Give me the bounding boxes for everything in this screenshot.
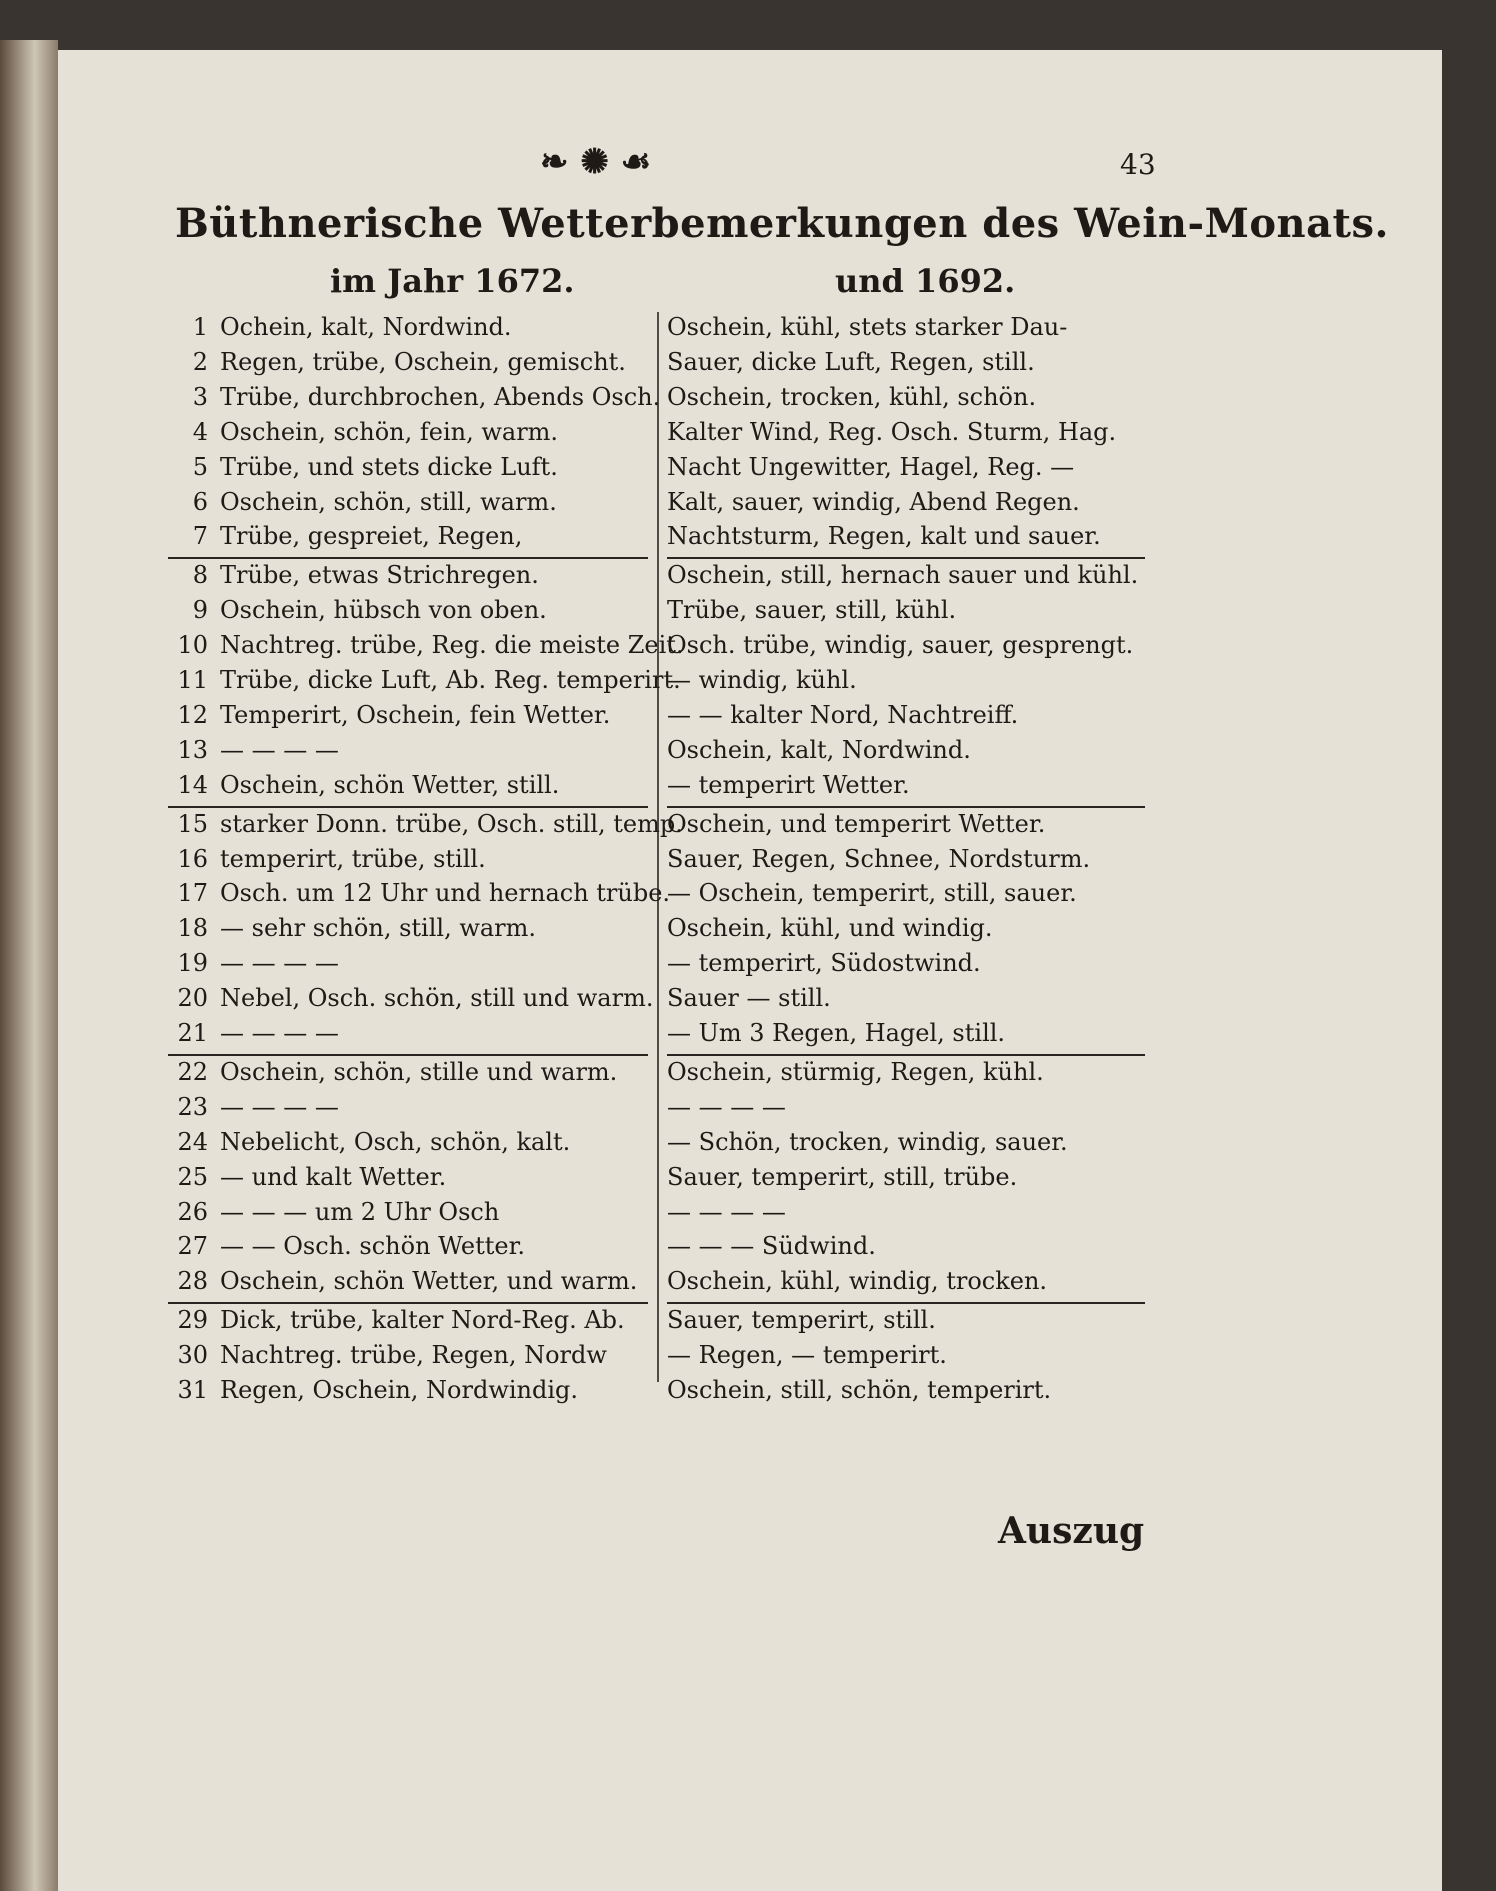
- entry-1692: Sauer, Regen, Schnee, Nordsturm.: [667, 844, 1091, 873]
- day-number: 11: [177, 666, 208, 694]
- entry-1692: Kalter Wind, Reg. Osch. Sturm, Hag.: [667, 417, 1117, 446]
- entry-1672: temperirt, trübe, still.: [220, 844, 486, 873]
- day-number: 31: [177, 1376, 208, 1404]
- entry-1692: Oschein, kühl, windig, trocken.: [667, 1267, 1048, 1296]
- entry-1672: Temperirt, Oschein, fein Wetter.: [220, 700, 611, 729]
- day-number: 1: [192, 313, 208, 341]
- day-number: 21: [177, 1019, 208, 1047]
- table-row: [0, 807, 1496, 841]
- entry-1672: Trübe, durchbrochen, Abends Osch.: [220, 382, 661, 411]
- catchword: Auszug: [998, 1510, 1145, 1552]
- entry-1692: — — — Südwind.: [667, 1232, 876, 1261]
- day-number: 17: [177, 879, 208, 908]
- table-row: [0, 733, 1496, 767]
- entry-1692: Oschein, kühl, und windig.: [667, 914, 993, 943]
- day-number: 26: [177, 1197, 208, 1226]
- table-row: [0, 558, 1496, 592]
- page-title: Büthnerische Wetterbemerkungen des Wein-Monats.: [175, 200, 1389, 247]
- entry-1692: Nacht Ungewitter, Hagel, Reg. —: [667, 452, 1075, 481]
- entry-1692: Sauer — still.: [667, 984, 831, 1013]
- entry-1672: — — — —: [220, 949, 339, 978]
- day-number: 13: [177, 735, 208, 764]
- entry-1672: Trübe, und stets dicke Luft.: [220, 452, 558, 481]
- entry-1672: Oschein, schön Wetter, und warm.: [220, 1267, 638, 1296]
- entry-1672: Regen, Oschein, Nordwindig.: [220, 1376, 579, 1404]
- day-number: 14: [177, 770, 208, 799]
- day-number: 28: [177, 1267, 208, 1296]
- entry-1692: Sauer, temperirt, still.: [667, 1306, 936, 1335]
- entry-1672: — sehr schön, still, warm.: [220, 914, 537, 943]
- table-row: [0, 1264, 1496, 1298]
- entry-1692: — Um 3 Regen, Hagel, still.: [667, 1019, 1006, 1047]
- entry-1672: Nebel, Osch. schön, still und warm.: [220, 984, 654, 1013]
- table-row: [0, 345, 1496, 379]
- entry-1672: Oschein, hübsch von oben.: [220, 596, 547, 625]
- table-row: [0, 1303, 1496, 1337]
- day-number: 18: [177, 914, 208, 943]
- day-number: 6: [192, 487, 208, 516]
- table-row: [0, 842, 1496, 876]
- entry-1672: — — — —: [220, 735, 339, 764]
- entry-1692: Oschein, und temperirt Wetter.: [667, 809, 1046, 838]
- day-number: 16: [177, 844, 208, 873]
- table-row: [0, 1090, 1496, 1124]
- entry-1692: Sauer, temperirt, still, trübe.: [667, 1162, 1018, 1191]
- table-row: [0, 876, 1496, 910]
- entry-1692: Oschein, kalt, Nordwind.: [667, 735, 971, 764]
- entry-1692: Oschein, kühl, stets starker Dau-: [667, 313, 1068, 341]
- day-number: 2: [192, 347, 208, 376]
- day-number: 27: [177, 1232, 208, 1261]
- day-number: 29: [177, 1306, 208, 1335]
- entry-1672: Ochein, kalt, Nordwind.: [220, 313, 512, 341]
- entry-1672: Trübe, etwas Strichregen.: [220, 561, 539, 590]
- table-row: [0, 1195, 1496, 1229]
- day-number: 25: [177, 1162, 208, 1191]
- day-number: 9: [192, 596, 208, 625]
- entry-1692: — — kalter Nord, Nachtreiff.: [667, 700, 1019, 729]
- entry-1672: Oschein, schön, still, warm.: [220, 487, 557, 516]
- table-row: [0, 519, 1496, 553]
- day-number: 30: [177, 1341, 208, 1370]
- table-row: [0, 1125, 1496, 1159]
- header-ornament: ❧ ✺ ☙: [540, 142, 652, 182]
- day-number: 22: [177, 1057, 208, 1086]
- table-row: [0, 1016, 1496, 1050]
- entry-1672: Oschein, schön, stille und warm.: [220, 1057, 618, 1086]
- table-row: [0, 485, 1496, 519]
- entry-1692: Nachtsturm, Regen, kalt und sauer.: [667, 522, 1101, 551]
- entry-1692: — Schön, trocken, windig, sauer.: [667, 1127, 1068, 1156]
- page-number: 43: [1120, 148, 1156, 181]
- entry-1692: Kalt, sauer, windig, Abend Regen.: [667, 487, 1080, 516]
- entry-1672: starker Donn. trübe, Osch. still, temp.: [220, 809, 683, 838]
- entry-1672: Regen, trübe, Oschein, gemischt.: [220, 347, 626, 376]
- table-row: [0, 450, 1496, 484]
- entry-1672: Trübe, dicke Luft, Ab. Reg. temperirt.: [220, 666, 681, 694]
- day-number: 8: [192, 561, 208, 590]
- table-row: [0, 1055, 1496, 1089]
- day-number: 5: [192, 452, 208, 481]
- table-row: [0, 415, 1496, 449]
- entry-1692: — — — —: [667, 1092, 786, 1121]
- entry-1692: Oschein, trocken, kühl, schön.: [667, 382, 1037, 411]
- entry-1692: Osch. trübe, windig, sauer, gesprengt.: [667, 631, 1134, 660]
- entry-1672: Nebelicht, Osch, schön, kalt.: [220, 1127, 571, 1156]
- entry-1692: — temperirt Wetter.: [667, 770, 910, 799]
- table-row: [0, 768, 1496, 802]
- table-row: [0, 946, 1496, 980]
- table-row: [0, 911, 1496, 945]
- table-row: [0, 698, 1496, 732]
- entry-1672: — — Osch. schön Wetter.: [220, 1232, 526, 1261]
- day-number: 19: [177, 949, 208, 978]
- entry-1672: — — — um 2 Uhr Osch: [220, 1197, 500, 1226]
- table-row: [0, 1373, 1496, 1407]
- table-row: [0, 663, 1496, 697]
- entry-1692: Oschein, still, schön, temperirt.: [667, 1376, 1052, 1404]
- entry-1692: — Regen, — temperirt.: [667, 1341, 947, 1370]
- subtitle-1692: und 1692.: [835, 262, 1016, 300]
- table-row: [0, 981, 1496, 1015]
- day-number: 12: [177, 700, 208, 729]
- day-number: 7: [192, 522, 208, 551]
- entry-1672: Oschein, schön, fein, warm.: [220, 417, 559, 446]
- entry-1672: Nachtreg. trübe, Regen, Nordw: [220, 1341, 607, 1370]
- subtitle-1672: im Jahr 1672.: [330, 262, 575, 300]
- day-number: 3: [192, 382, 208, 411]
- entry-1672: — und kalt Wetter.: [220, 1162, 447, 1191]
- entry-1692: Oschein, stürmig, Regen, kühl.: [667, 1057, 1044, 1086]
- entry-1692: — — — —: [667, 1197, 786, 1226]
- table-row: [0, 310, 1496, 344]
- table-row: [0, 628, 1496, 662]
- day-number: 4: [192, 417, 208, 446]
- table-row: [0, 380, 1496, 414]
- entry-1692: Sauer, dicke Luft, Regen, still.: [667, 347, 1035, 376]
- entry-1672: Nachtreg. trübe, Reg. die meiste Zeit.: [220, 631, 684, 660]
- entry-1672: — — — —: [220, 1092, 339, 1121]
- day-number: 15: [177, 809, 208, 838]
- day-number: 20: [177, 984, 208, 1013]
- table-row: [0, 1229, 1496, 1263]
- entry-1692: Oschein, still, hernach sauer und kühl.: [667, 561, 1139, 590]
- table-row: [0, 1338, 1496, 1372]
- day-number: 24: [177, 1127, 208, 1156]
- entry-1672: — — — —: [220, 1019, 339, 1047]
- entry-1692: — Oschein, temperirt, still, sauer.: [667, 879, 1077, 908]
- entry-1672: Trübe, gespreiet, Regen,: [220, 522, 523, 551]
- entry-1672: Oschein, schön Wetter, still.: [220, 770, 560, 799]
- table-row: [0, 1160, 1496, 1194]
- day-number: 23: [177, 1092, 208, 1121]
- day-number: 10: [177, 631, 208, 660]
- entry-1692: Trübe, sauer, still, kühl.: [667, 596, 957, 625]
- entry-1672: Osch. um 12 Uhr und hernach trübe.: [220, 879, 671, 908]
- entry-1692: — temperirt, Südostwind.: [667, 949, 981, 978]
- table-row: [0, 593, 1496, 627]
- entry-1692: — windig, kühl.: [667, 666, 857, 694]
- entry-1672: Dick, trübe, kalter Nord-Reg. Ab.: [220, 1306, 625, 1335]
